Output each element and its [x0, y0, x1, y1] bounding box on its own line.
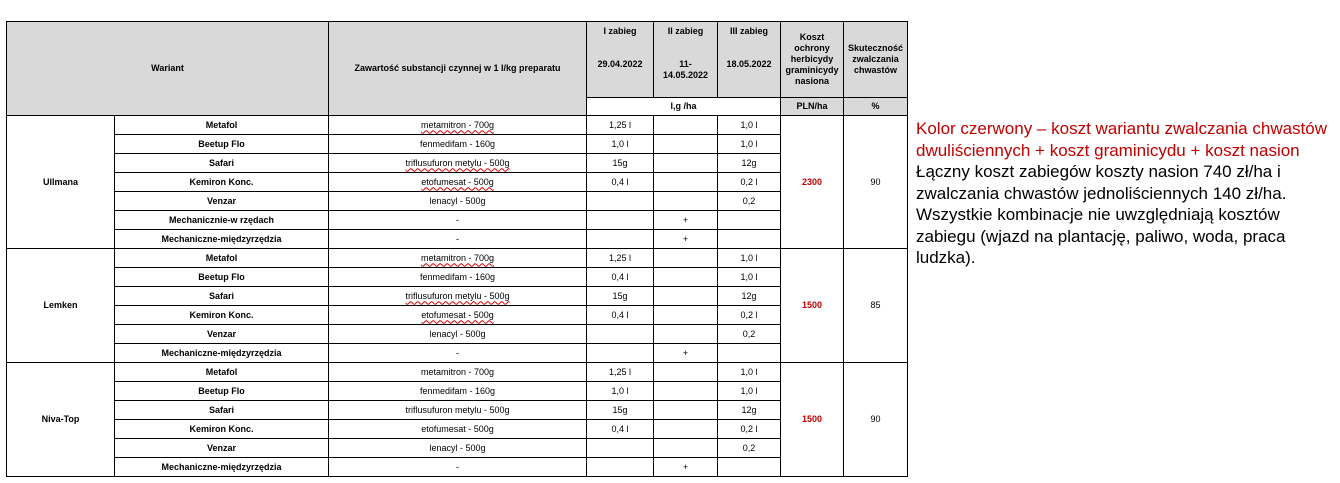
zabieg-1-title: I zabieg [603, 26, 637, 36]
efficacy-value: 85 [844, 249, 908, 363]
unit-cost: PLN/ha [781, 98, 844, 116]
substance-content [329, 306, 587, 325]
dose-zabieg-1: 0,4 l [587, 306, 654, 325]
dose-zabieg-3: 12g [718, 401, 781, 420]
table-row [7, 306, 908, 325]
table-row [7, 401, 908, 420]
dose-zabieg-2 [654, 382, 718, 401]
dose-zabieg-1: 1,25 l [587, 249, 654, 268]
substance-text: lenacyl - 500g [429, 442, 486, 453]
header-wariant: Wariant [7, 22, 329, 116]
efficacy-value: 90 [844, 363, 908, 477]
dose-zabieg-2 [654, 192, 718, 211]
table-row [7, 268, 908, 287]
substance-text: etofumesat - 500g [421, 423, 494, 434]
dose-zabieg-2 [654, 420, 718, 439]
table-row [7, 325, 908, 344]
substance-content [329, 249, 587, 268]
table-row [7, 458, 908, 477]
substance-text: triflusufuron metylu - 500g [405, 157, 510, 168]
product-name: Beetup Flo [115, 268, 329, 287]
zabieg-3-date: 18.05.2022 [726, 59, 772, 69]
header-skutecznosc: Skuteczność zwalczania chwastów [844, 22, 908, 98]
dose-zabieg-1 [587, 192, 654, 211]
product-name: Venzar [115, 325, 329, 344]
dose-zabieg-3: 0,2 [718, 439, 781, 458]
substance-text: - [456, 233, 460, 244]
dose-zabieg-3 [718, 344, 781, 363]
substance-content [329, 325, 587, 344]
table-row [7, 154, 908, 173]
table-row [7, 344, 908, 363]
dose-zabieg-2 [654, 439, 718, 458]
dose-zabieg-3: 12g [718, 154, 781, 173]
dose-zabieg-1: 1,25 l [587, 116, 654, 135]
table-row [7, 192, 908, 211]
substance-content [329, 420, 587, 439]
substance-content [329, 382, 587, 401]
substance-text: triflusufuron metylu - 500g [405, 404, 510, 415]
substance-text: - [456, 461, 460, 472]
dose-zabieg-3 [718, 458, 781, 477]
table-row [7, 363, 908, 382]
zabieg-2-title: II zabieg [667, 26, 704, 36]
product-name: Beetup Flo [115, 382, 329, 401]
header-zabieg-2 [654, 22, 718, 98]
dose-zabieg-1 [587, 439, 654, 458]
substance-content [329, 211, 587, 230]
dose-zabieg-2 [654, 306, 718, 325]
product-name: Metafol [115, 363, 329, 382]
dose-zabieg-1: 1,25 l [587, 363, 654, 382]
substance-text: - [456, 347, 460, 358]
product-name: Venzar [115, 192, 329, 211]
product-name: Metafol [115, 116, 329, 135]
header-row [7, 22, 908, 98]
dose-zabieg-2 [654, 135, 718, 154]
dose-zabieg-1: 0,4 l [587, 268, 654, 287]
header-zabieg-1 [587, 22, 654, 98]
variant-name: Ullmana [7, 116, 115, 249]
efficacy-value: 90 [844, 116, 908, 249]
substance-content [329, 192, 587, 211]
substance-content [329, 344, 587, 363]
dose-zabieg-2 [654, 249, 718, 268]
substance-text: metamitron - 700g [420, 119, 495, 130]
dose-zabieg-3: 0,2 l [718, 306, 781, 325]
zabieg-3-title: III zabieg [730, 26, 769, 36]
dose-zabieg-3: 1,0 l [718, 135, 781, 154]
dose-zabieg-2 [654, 268, 718, 287]
product-name: Mechaniczne-międzyrzędzia [115, 458, 329, 477]
substance-text: etofumesat - 500g [421, 176, 494, 187]
table-row [7, 211, 908, 230]
cost-value: 1500 [781, 249, 844, 363]
product-name: Venzar [115, 439, 329, 458]
dose-zabieg-1: 15g [587, 154, 654, 173]
product-name: Kemiron Konc. [115, 173, 329, 192]
substance-content [329, 458, 587, 477]
dose-zabieg-1: 0,4 l [587, 173, 654, 192]
substance-content [329, 230, 587, 249]
dose-zabieg-2: + [654, 230, 718, 249]
dose-zabieg-3: 1,0 l [718, 363, 781, 382]
product-name: Safari [115, 154, 329, 173]
dose-zabieg-2 [654, 401, 718, 420]
header-zabieg-3 [718, 22, 781, 98]
dose-zabieg-1: 1,0 l [587, 382, 654, 401]
substance-content [329, 363, 587, 382]
dose-zabieg-3: 0,2 l [718, 420, 781, 439]
substance-text: - [456, 214, 460, 225]
product-name: Mechanicznie-w rzędach [115, 211, 329, 230]
header-zawartosc: Zawartość substancji czynnej w 1 l/kg preparatu [329, 22, 587, 116]
dose-zabieg-2: + [654, 211, 718, 230]
dose-zabieg-1 [587, 458, 654, 477]
dose-zabieg-2 [654, 116, 718, 135]
table-row [7, 249, 908, 268]
cost-value: 2300 [781, 116, 844, 249]
product-name: Safari [115, 287, 329, 306]
unit-pct: % [844, 98, 908, 116]
product-name: Beetup Flo [115, 135, 329, 154]
dose-zabieg-3: 1,0 l [718, 268, 781, 287]
variant-name: Niva-Top [7, 363, 115, 477]
dose-zabieg-3: 1,0 l [718, 382, 781, 401]
dose-zabieg-2 [654, 363, 718, 382]
dose-zabieg-1 [587, 211, 654, 230]
dose-zabieg-3: 1,0 l [718, 116, 781, 135]
product-name: Kemiron Konc. [115, 306, 329, 325]
table-row [7, 420, 908, 439]
substance-content [329, 287, 587, 306]
substance-content [329, 154, 587, 173]
dose-zabieg-2 [654, 154, 718, 173]
note-red-text: Kolor czerwony – koszt wariantu zwalczania chwastów dwuliściennych + koszt graminicydu + koszt nasion [916, 119, 1328, 160]
herbicide-variants-table [6, 21, 908, 477]
unit-dose: l,g /ha [587, 98, 781, 116]
product-name: Mechaniczne-międzyrzędzia [115, 344, 329, 363]
substance-text: triflusufuron metylu - 500g [405, 290, 510, 301]
substance-content [329, 116, 587, 135]
zabieg-1-date: 29.04.2022 [597, 59, 643, 69]
dose-zabieg-3: 0,2 [718, 325, 781, 344]
substance-content [329, 401, 587, 420]
dose-zabieg-3 [718, 230, 781, 249]
table-row [7, 116, 908, 135]
table-row [7, 173, 908, 192]
table-row [7, 439, 908, 458]
legend-note [916, 118, 1336, 269]
dose-zabieg-2: + [654, 344, 718, 363]
dose-zabieg-1: 1,0 l [587, 135, 654, 154]
dose-zabieg-1 [587, 325, 654, 344]
dose-zabieg-1: 0,4 l [587, 420, 654, 439]
table-row [7, 287, 908, 306]
dose-zabieg-1 [587, 230, 654, 249]
dose-zabieg-2 [654, 173, 718, 192]
substance-text: metamitron - 700g [420, 252, 495, 263]
dose-zabieg-3: 0,2 [718, 192, 781, 211]
substance-text: fenmedifam - 160g [419, 385, 496, 396]
note-black-text: Łączny koszt zabiegów koszty nasion 740 zł/ha i zwalczania chwastów jednoliściennych 140 zł/ha. Wszystkie kombinacje nie uwzględniają kosztów zabiegu (wjazd na plantację, paliwo, woda, praca ludzka). [916, 162, 1287, 267]
cost-value: 1500 [781, 363, 844, 477]
variant-name: Lemken [7, 249, 115, 363]
product-name: Metafol [115, 249, 329, 268]
substance-text: lenacyl - 500g [429, 328, 486, 339]
dose-zabieg-1 [587, 344, 654, 363]
zabieg-2-date: 11- 14.05.2022 [662, 59, 709, 80]
substance-text: etofumesat - 500g [421, 309, 494, 320]
table-row [7, 135, 908, 154]
table-row [7, 230, 908, 249]
substance-content [329, 173, 587, 192]
substance-text: fenmedifam - 160g [419, 271, 496, 282]
substance-text: metamitron - 700g [420, 366, 495, 377]
product-name: Kemiron Konc. [115, 420, 329, 439]
product-name: Safari [115, 401, 329, 420]
dose-zabieg-3: 12g [718, 287, 781, 306]
dose-zabieg-2 [654, 325, 718, 344]
dose-zabieg-1: 15g [587, 287, 654, 306]
substance-text: fenmedifam - 160g [419, 138, 496, 149]
dose-zabieg-2 [654, 287, 718, 306]
header-koszt: Koszt ochrony herbicydy graminicydy nasiona [781, 22, 844, 98]
dose-zabieg-2: + [654, 458, 718, 477]
substance-text: lenacyl - 500g [429, 195, 486, 206]
product-name: Mechaniczne-międzyrzędzia [115, 230, 329, 249]
dose-zabieg-3: 0,2 l [718, 173, 781, 192]
dose-zabieg-3 [718, 211, 781, 230]
table-row [7, 382, 908, 401]
dose-zabieg-3: 1,0 l [718, 249, 781, 268]
substance-content [329, 135, 587, 154]
substance-content [329, 439, 587, 458]
substance-content [329, 268, 587, 287]
dose-zabieg-1: 15g [587, 401, 654, 420]
